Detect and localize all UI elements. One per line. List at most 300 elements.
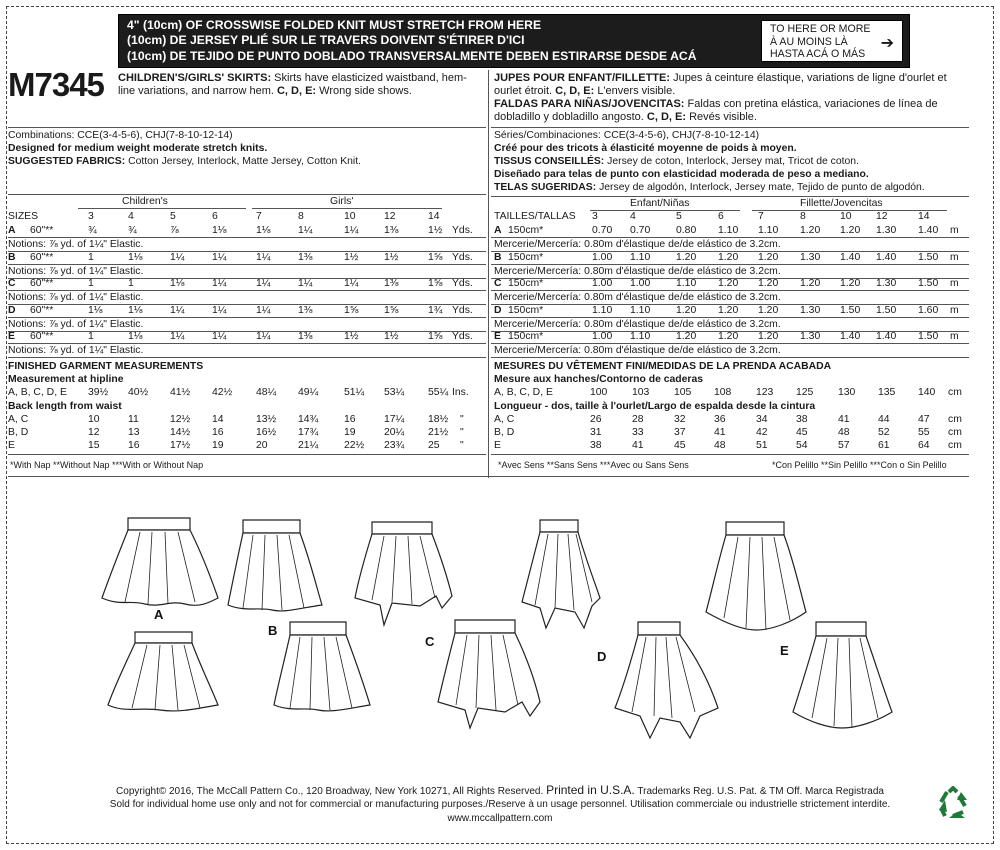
view-label-d: D: [597, 649, 607, 664]
en-notions: Notions: ⅞ yd. of 1¼" Elastic.: [8, 318, 144, 330]
fr-bl-cell: 48: [714, 440, 726, 451]
fr-bl-unit: cm: [948, 414, 962, 425]
en-bl-cell: 17¼: [384, 414, 405, 425]
en-bl-cell: 13½: [256, 414, 277, 425]
fr-mercerie: Mercerie/Mercería: 0.80m d'élastique de/de elástico de 3.2cm.: [494, 265, 781, 277]
footer-url: www.mccallpattern.com: [447, 813, 553, 824]
fr-sizes-label: TAILLES/TALLAS: [494, 211, 576, 222]
fr-hip-cell: 140: [918, 387, 936, 398]
rule: [491, 264, 969, 265]
en-bl-unit: ": [460, 440, 464, 451]
column-divider: [488, 70, 489, 478]
trademark-text: Trademarks Reg. U.S. Pat. & TM Off. Marca Registrada: [637, 786, 884, 797]
en-bl-cell: 16½: [256, 427, 277, 438]
fr-meter-cell: 1.30: [800, 304, 821, 316]
en-yardage-cell: 1⅛: [128, 304, 143, 316]
fr-meter-cell: 1.00: [630, 278, 651, 289]
rule: [491, 290, 969, 291]
fr-desc-1: Jupes à ceinture élastique, variations de ligne d'ourlet et: [670, 72, 947, 84]
en-yardage-cell: 1¼: [256, 251, 271, 263]
fr-hip-label: A, B, C, D, E: [494, 387, 553, 398]
en-bl-cell: 21¼: [298, 440, 319, 451]
en-desc-2b: C, D, E:: [276, 85, 317, 97]
fr-meter-cell: 0.70: [630, 225, 651, 236]
fr-meter-cell: 1.00: [592, 278, 613, 289]
fr-bl-cell: 26: [590, 414, 602, 425]
fr-bl-cell: 47: [918, 414, 930, 425]
en-yardage-cell: 1½: [344, 331, 359, 342]
es-desc-1d: Revés visible.: [686, 111, 757, 123]
fr-meter-cell: 1.40: [918, 225, 939, 236]
fr-enfant-header: Enfant/Niñas: [630, 198, 690, 209]
en-bl-cell: 16: [212, 427, 224, 438]
en-size-header: 12: [384, 211, 396, 222]
fr-fabric-width: 150cm*: [508, 225, 544, 236]
fr-meter-cell: 1.50: [840, 304, 861, 316]
fr-size-header: 8: [800, 211, 806, 222]
fr-bl-cell: 38: [590, 440, 602, 451]
en-hip-cell: 41½: [170, 387, 191, 398]
fr-nap-legend: *Avec Sens **Sans Sens ***Avec ou Sans Sens: [498, 460, 689, 470]
fr-view-letter: D: [494, 304, 502, 316]
fr-heading: JUPES POUR ENFANT/FILLETTE:: [494, 72, 671, 84]
fr-mercerie: Mercerie/Mercería: 0.80m d'élastique de/de elástico de 3.2cm.: [494, 318, 781, 330]
arrow-right-icon: ➔: [880, 35, 894, 52]
en-yardage-cell: 1¼: [344, 278, 359, 289]
en-bl-cell: 20: [256, 440, 268, 451]
fr-meter-cell: 1.20: [758, 331, 779, 342]
en-yardage-cell: 1¼: [170, 251, 185, 263]
rule: [491, 343, 969, 344]
en-back-length: Back length from waist: [8, 401, 122, 412]
rule: [8, 317, 486, 318]
en-yardage-cell: 1⅛: [128, 331, 143, 342]
fr-bl-cell: 36: [714, 414, 726, 425]
en-yardage-cell: 1⅜: [298, 331, 313, 342]
fr-bl-label: A, C: [494, 414, 515, 425]
fr-size-header: 10: [840, 211, 852, 222]
en-yardage-cell: 1: [88, 331, 94, 342]
en-yardage-cell: 1¼: [212, 278, 227, 289]
rule: [491, 196, 969, 197]
fr-meter-cell: 1.20: [758, 251, 779, 263]
gauge-target-box: [761, 20, 903, 62]
fr-bl-cell: 55: [918, 427, 930, 438]
fr-bl-label: B, D: [494, 427, 515, 438]
en-notions: Notions: ⅞ yd. of 1¼" Elastic.: [8, 239, 144, 250]
fr-meter-cell: 1.50: [918, 278, 939, 289]
fr-meter-cell: 1.10: [630, 304, 651, 316]
fr-hip-cell: 103: [632, 387, 650, 398]
fr-meter-cell: 1.10: [592, 304, 613, 316]
fr-meter-cell: 1.40: [876, 331, 897, 342]
fr-mercerie: Mercerie/Mercería: 0.80m d'élastique de/de elástico de 3.2cm.: [494, 239, 781, 250]
footer-sold: Sold for individual home use only and not for commercial or manufacturing purposes./Reserve à un usage personnel. Utilisation commerciale ou industrielle strictement interdite.: [109, 799, 891, 810]
en-fgm-heading: FINISHED GARMENT MEASUREMENTS: [8, 361, 204, 372]
fr-unit: m: [950, 331, 959, 342]
fr-bl-cell: 32: [674, 414, 686, 425]
en-yardage-cell: ¾: [128, 225, 137, 236]
skirt-view-d-back: [615, 622, 718, 738]
en-bl-cell: 10: [88, 414, 100, 425]
en-hip-cell: 48¼: [256, 387, 277, 398]
en-yardage-cell: 1⅛: [212, 225, 227, 236]
en-bl-cell: 20¼: [384, 427, 405, 438]
fr-size-header: 12: [876, 211, 888, 222]
fr-meter-cell: 1.40: [840, 331, 861, 342]
fr-es-description: [494, 72, 974, 124]
en-bl-cell: 16: [128, 440, 140, 451]
en-notions: Notions: ⅞ yd. of 1¼" Elastic.: [8, 345, 144, 356]
fr-meter-cell: 1.20: [718, 304, 739, 316]
fr-view-letter: B: [494, 251, 502, 263]
gauge-text: [127, 18, 697, 64]
es-desc-1b: dobladillo y dobladillo angosto.: [494, 111, 644, 123]
en-yardage-cell: 1⅜: [384, 278, 399, 289]
fr-hip-cell: 100: [590, 387, 608, 398]
fr-bl-cell: 64: [918, 440, 930, 451]
fr-hip-unit: cm: [948, 387, 962, 398]
en-unit: Yds.: [452, 304, 473, 316]
view-label-e: E: [780, 643, 789, 658]
en-yardage-cell: 1½: [384, 251, 399, 263]
fr-meter-cell: 1.10: [630, 331, 651, 342]
fr-size-header: 7: [758, 211, 764, 222]
rule: [491, 357, 969, 358]
es-desc-1c: C, D, E:: [646, 111, 687, 123]
en-sizes-label: SIZES: [8, 211, 39, 222]
fr-meter-cell: 1.60: [918, 304, 939, 316]
fr-meter-cell: 1.20: [676, 251, 697, 263]
fr-size-header: 3: [592, 211, 598, 222]
fr-bl-cell: 57: [838, 440, 850, 451]
fr-meter-cell: 1.20: [840, 278, 861, 289]
en-yardage-cell: ¾: [88, 225, 97, 236]
rule: [8, 264, 486, 265]
en-bl-cell: 21½: [428, 427, 449, 438]
en-yardage-cell: 1¼: [256, 278, 271, 289]
en-bl-cell: 13: [128, 427, 140, 438]
rule: [8, 454, 486, 455]
en-desc-2c: Wrong side shows.: [316, 85, 412, 97]
en-size-header: 8: [298, 211, 304, 222]
en-fabric-width: 60"**: [30, 331, 54, 342]
gauge-line-2: (10cm) DE JERSEY PLIÉ SUR LE TRAVERS DOIVENT S'ÉTIRER D'ICI: [127, 33, 525, 48]
fr-unit: m: [950, 225, 959, 236]
fr-bl-cell: 45: [674, 440, 686, 451]
fr-meter-cell: 1.20: [840, 225, 861, 236]
skirt-view-b-front: [228, 520, 322, 611]
en-yardage-cell: 1⅝: [428, 331, 443, 342]
fr-view-letter: E: [494, 331, 501, 342]
fr-bl-cell: 52: [878, 427, 890, 438]
fr-fabric-width: 150cm*: [508, 304, 544, 316]
en-bl-label: B, D: [8, 427, 29, 438]
en-unit: Yds.: [452, 331, 473, 342]
fr-meter-cell: 1.30: [876, 225, 897, 236]
en-yardage-cell: 1⅝: [428, 278, 443, 289]
en-yardage-cell: 1¼: [212, 251, 227, 263]
fr-bl-cell: 28: [632, 414, 644, 425]
fr-bl-cell: 61: [878, 440, 890, 451]
es-disenado: Diseñado para telas de punto con elasticidad moderada de peso a mediano.: [494, 169, 869, 180]
en-bl-cell: 19: [344, 427, 356, 438]
fr-meter-cell: 1.10: [718, 225, 739, 236]
rule: [8, 278, 486, 279]
en-yardage-cell: 1⅝: [428, 251, 443, 263]
en-hip-cell: 53¼: [384, 387, 405, 398]
en-yardage-cell: ⅞: [170, 225, 179, 236]
en-yardage-cell: 1⅛: [170, 278, 185, 289]
fr-hip-cell: 130: [838, 387, 856, 398]
fr-meter-cell: 1.30: [876, 278, 897, 289]
fr-meter-cell: 1.20: [800, 225, 821, 236]
fr-size-header: 5: [676, 211, 682, 222]
fr-bl-cell: 41: [838, 414, 850, 425]
rule: [491, 317, 969, 318]
en-yardage-cell: 1⅝: [384, 304, 399, 316]
fr-desc-1d: L'envers visible.: [594, 85, 676, 97]
fr-cree: Créé pour des tricots à élasticité moyenne de poids à moyen.: [494, 143, 797, 154]
en-yardage-cell: 1⅝: [344, 304, 359, 316]
fr-bl-cell: 45: [796, 427, 808, 438]
en-children-header: Children's: [122, 196, 168, 207]
view-label-b: B: [268, 623, 278, 638]
fr-bl-cell: 44: [878, 414, 890, 425]
skirt-view-c-front: [355, 522, 452, 625]
rule: [8, 290, 486, 291]
fr-bl-cell: 41: [632, 440, 644, 451]
en-bl-unit: ": [460, 414, 464, 425]
en-size-header: 14: [428, 211, 440, 222]
fr-hip-cell: 125: [796, 387, 814, 398]
en-fabrics: Cotton Jersey, Interlock, Matte Jersey, Cotton Knit.: [125, 156, 362, 167]
fr-bl-cell: 31: [590, 427, 602, 438]
es-heading: FALDAS PARA NIÑAS/JOVENCITAS:: [494, 98, 685, 110]
view-label-c: C: [425, 634, 435, 649]
gauge-to-3: HASTA ACÁ O MÁS: [770, 48, 866, 60]
rule: [491, 237, 969, 238]
footer-copyright: [0, 783, 1000, 797]
skirt-view-e-front: [706, 522, 806, 630]
fr-size-header: 6: [718, 211, 724, 222]
en-size-header: 6: [212, 211, 218, 222]
en-yardage-cell: 1⅛: [88, 304, 103, 316]
en-bl-cell: 14: [212, 414, 224, 425]
skirt-view-a-front: [102, 518, 218, 605]
en-hip-cell: 39½: [88, 387, 109, 398]
fr-meter-cell: 1.50: [918, 331, 939, 342]
en-yardage-cell: 1⅛: [128, 251, 143, 263]
fr-longueur: Longueur - dos, taille à l'ourlet/Largo de espalda desde la cintura: [494, 401, 816, 412]
en-unit: Yds.: [452, 251, 473, 263]
rule: [8, 357, 486, 358]
fr-meter-cell: 1.10: [758, 225, 779, 236]
english-description: [118, 72, 488, 98]
fr-meter-cell: 1.50: [876, 304, 897, 316]
view-illustrations: [0, 480, 1000, 770]
fr-meter-cell: 1.20: [676, 304, 697, 316]
en-yardage-cell: 1¼: [298, 225, 313, 236]
fr-meter-cell: 1.40: [876, 251, 897, 263]
fr-unit: m: [950, 278, 959, 289]
fr-tissus: Jersey de coton, Interlock, Jersey mat, Tricot de coton.: [604, 156, 859, 167]
fr-meter-cell: 1.20: [718, 251, 739, 263]
rule: [8, 127, 486, 128]
gauge-line-3: (10cm) DE TEJIDO DE PUNTO DOBLADO TRANSVERSALMENTE DEBEN ESTIRARSE DESDE ACÁ: [127, 48, 697, 63]
fr-hip-cell: 135: [878, 387, 896, 398]
fr-size-header: 14: [918, 211, 930, 222]
en-bl-cell: 19: [212, 440, 224, 451]
printed-text: Printed in U.S.A.: [546, 783, 635, 797]
rule: [252, 208, 442, 209]
en-bl-cell: 17¾: [298, 427, 319, 438]
view-label-a: A: [154, 607, 164, 622]
fr-fabric-width: 150cm*: [508, 331, 544, 342]
fr-bl-cell: 37: [674, 427, 686, 438]
fr-meter-cell: 1.20: [718, 278, 739, 289]
en-desc-2: line variations, and narrow hem.: [118, 85, 274, 97]
fr-meter-cell: 1.00: [592, 331, 613, 342]
en-bl-cell: 12: [88, 427, 100, 438]
en-hip-cell: 51¼: [344, 387, 365, 398]
rule: [8, 251, 486, 252]
en-size-header: 5: [170, 211, 176, 222]
en-view-letter: A: [8, 225, 16, 236]
rule: [491, 127, 969, 128]
en-bl-label: E: [8, 440, 15, 451]
gauge-line-1: 4" (10cm) OF CROSSWISE FOLDED KNIT MUST STRETCH FROM HERE: [127, 18, 542, 32]
en-bl-cell: 11: [128, 414, 139, 425]
en-yardage-cell: 1⅜: [298, 251, 313, 263]
en-size-header: 3: [88, 211, 94, 222]
en-bl-cell: 16: [344, 414, 356, 425]
en-yardage-cell: 1¼: [256, 331, 271, 342]
en-bl-cell: 14½: [170, 427, 191, 438]
en-yardage-cell: 1: [128, 278, 134, 289]
fr-fabric-width: 150cm*: [508, 251, 544, 263]
en-fabric-width: 60"**: [30, 225, 54, 236]
fr-meter-cell: 1.10: [676, 278, 697, 289]
fr-bl-cell: 41: [714, 427, 726, 438]
en-designed: Designed for medium weight moderate stretch knits.: [8, 143, 268, 154]
fr-meter-cell: 0.70: [592, 225, 613, 236]
en-unit: Yds.: [452, 278, 473, 289]
fr-meter-cell: 1.20: [800, 278, 821, 289]
en-hip-label: A, B, C, D, E: [8, 387, 67, 398]
fr-desc-1b: ourlet étroit.: [494, 85, 553, 97]
en-size-header: 4: [128, 211, 134, 222]
en-fabric-width: 60"**: [30, 278, 54, 289]
rule: [8, 343, 486, 344]
rule: [8, 304, 486, 305]
fr-mercerie: Mercerie/Mercería: 0.80m d'élastique de/de elástico de 3.2cm.: [494, 292, 781, 303]
en-bl-cell: 17½: [170, 440, 191, 451]
en-nap-legend: *With Nap **Without Nap ***With or Without Nap: [10, 460, 204, 470]
en-bl-label: A, C: [8, 414, 29, 425]
en-bl-cell: 14¾: [298, 414, 319, 425]
en-yardage-cell: 1⅛: [256, 225, 271, 236]
en-view-letter: C: [8, 278, 16, 289]
fr-hip-cell: 108: [714, 387, 732, 398]
en-hip-cell: 42½: [212, 387, 233, 398]
en-hip-cell: 55¼: [428, 387, 449, 398]
en-yardage-cell: 1¼: [344, 225, 359, 236]
en-fabrics-label: SUGGESTED FABRICS:: [8, 156, 126, 167]
skirt-view-c-back: [438, 620, 540, 728]
fr-bl-label: E: [494, 440, 501, 451]
fr-meter-cell: 0.80: [676, 225, 697, 236]
fr-hip-cell: 105: [674, 387, 692, 398]
fr-desc-1c: C, D, E:: [555, 85, 595, 97]
en-hip-cell: 49¼: [298, 387, 319, 398]
pattern-number: M7345: [8, 66, 104, 103]
recycle-icon: [935, 786, 971, 820]
fr-meter-cell: 1.20: [676, 331, 697, 342]
fr-meter-cell: 1.30: [800, 251, 821, 263]
gauge-to-2: À AU MOINS LÀ: [770, 35, 848, 48]
fr-meter-cell: 1.50: [918, 251, 939, 263]
rule: [8, 237, 486, 238]
fr-meter-cell: 1.40: [840, 251, 861, 263]
en-bl-cell: 15: [88, 440, 100, 451]
rule: [8, 476, 969, 477]
skirt-view-d-front: [522, 520, 600, 628]
fr-unit: m: [950, 304, 959, 316]
fr-fillette-header: Fillette/Jovencitas: [800, 198, 883, 209]
rule: [78, 208, 246, 209]
en-view-letter: B: [8, 251, 16, 263]
gauge-to-1: TO HERE OR MORE: [770, 23, 871, 35]
fr-view-letter: C: [494, 278, 502, 289]
en-hipline: Measurement at hipline: [8, 374, 124, 385]
en-hip-cell: 40½: [128, 387, 149, 398]
en-hip-unit: Ins.: [452, 387, 469, 398]
fr-mercerie: Mercerie/Mercería: 0.80m d'élastique de/de elástico de 3.2cm.: [494, 345, 781, 356]
en-bl-cell: 25: [428, 440, 440, 451]
fr-hanches: Mesure aux hanches/Contorno de caderas: [494, 374, 704, 385]
en-girls-header: Girls': [330, 196, 354, 207]
fr-bl-cell: 38: [796, 414, 808, 425]
en-unit: Yds.: [452, 225, 473, 236]
en-yardage-cell: 1¾: [428, 304, 443, 316]
fr-mesures-heading: MESURES DU VÊTEMENT FINI/MEDIDAS DE LA PRENDA ACABADA: [494, 361, 832, 372]
rule: [8, 194, 486, 195]
en-yardage-cell: 1½: [428, 225, 443, 236]
fr-bl-unit: cm: [948, 427, 962, 438]
fr-meter-cell: 1.20: [758, 304, 779, 316]
fr-fabric-width: 150cm*: [508, 278, 544, 289]
fr-bl-cell: 51: [756, 440, 768, 451]
en-bl-cell: 12½: [170, 414, 191, 425]
en-notions: Notions: ⅞ yd. of 1¼" Elastic.: [8, 292, 144, 303]
en-combinations: Combinations: CCE(3-4-5-6), CHJ(7-8-10-12-14): [8, 130, 233, 141]
fr-bl-cell: 34: [756, 414, 768, 425]
rule: [491, 454, 969, 455]
rule: [8, 331, 486, 332]
en-yardage-cell: 1¼: [170, 331, 185, 342]
fr-bl-cell: 48: [838, 427, 850, 438]
en-yardage-cell: 1¼: [298, 278, 313, 289]
en-desc-1: Skirts have elasticized waistband, hem-: [271, 72, 467, 84]
en-yardage-cell: 1¼: [212, 304, 227, 316]
en-size-header: 7: [256, 211, 262, 222]
en-yardage-cell: 1¼: [170, 304, 185, 316]
es-telas: Jersey de algodón, Interlock, Jersey mate, Tejido de punto de algodón.: [596, 182, 925, 193]
copyright-text: Copyright© 2016, The McCall Pattern Co., 120 Broadway, New York 10271, All Rights Reserved.: [116, 786, 544, 797]
skirt-view-e-back: [793, 622, 892, 728]
en-yardage-cell: 1¼: [212, 331, 227, 342]
